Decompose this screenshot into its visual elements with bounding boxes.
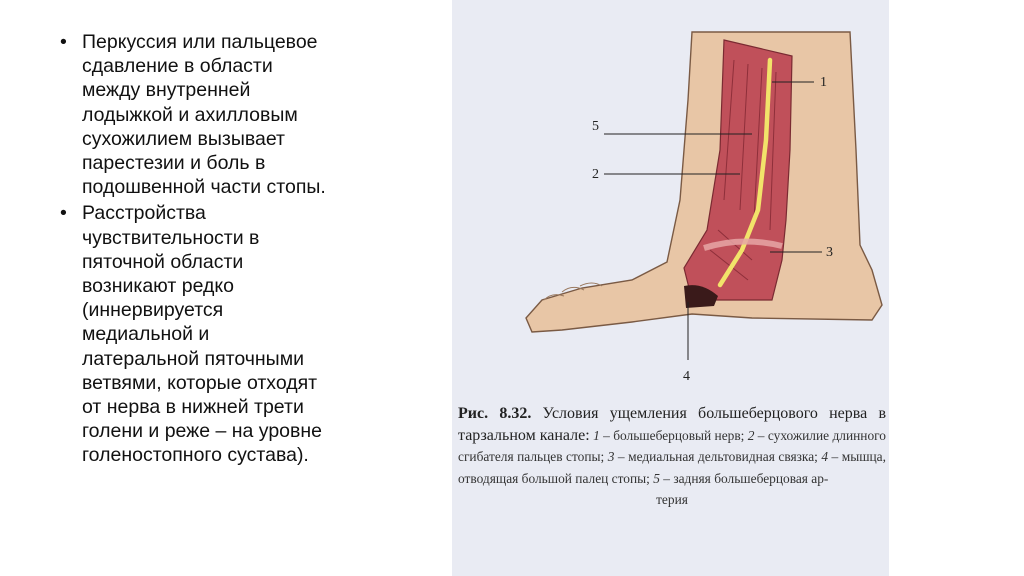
- figure-panel: [452, 0, 889, 576]
- callout-1: 1: [820, 75, 827, 90]
- caption-label: Рис. 8.32.: [458, 405, 532, 422]
- bullet-marker: •: [60, 202, 67, 225]
- caption-item-text: мышца, отводящая большой палец стопы;: [458, 449, 886, 486]
- bullet-item-sensitivity: [58, 201, 388, 467]
- callout-3: 3: [826, 245, 833, 260]
- caption-item-text: сухожилие длинного сгибателя пальцев стопы;: [458, 427, 886, 465]
- caption-last-line: терия: [656, 492, 688, 508]
- caption-item-num: 2: [747, 427, 755, 443]
- bullet-text: Расстройства чувствительности в пяточной области возникают редко (иннервируется медиальной и латеральной пяточными ветвями, которые отходят от нерва в нижней трети голени и реже – на уровне голеностопного сустава).: [82, 202, 322, 467]
- foot-anatomy-illustration: [452, 0, 889, 400]
- caption-title-text: Условия ущемления большеберцового нерва в тарзальном канале:: [458, 405, 886, 444]
- figure-caption: Рис. 8.32. Условия ущемления большеберцового нерва в тарзальном канале: 1 – большеберцовый нерв; 2 – сухожилие длинного сгибателя пальцев стопы; 3 – медиальная дельтовидная связка; 4 – мышца, отводящая большой палец стопы; 5 – задняя большеберцовая ар- терия: [458, 403, 886, 511]
- callout-4: 4: [683, 369, 690, 384]
- callout-5: 5: [592, 119, 599, 134]
- caption-item-num: 3: [607, 449, 615, 465]
- caption-item-num: 1: [593, 427, 600, 443]
- caption-item-num: 4: [821, 449, 829, 465]
- caption-item-text: большеберцовый нерв;: [613, 427, 745, 443]
- bullet-list: [58, 30, 388, 470]
- bullet-text: Перкуссия или пальцевое сдавление в области между внутренней лодыжкой и ахилловым сухожилием вызывает парестезии и боль в подошвенной части стопы.: [82, 31, 326, 199]
- bullet-item-percussion: [58, 30, 388, 199]
- caption-item-num: 5: [653, 470, 660, 486]
- bullet-marker: •: [60, 31, 67, 53]
- callout-2: 2: [592, 167, 599, 182]
- caption-item-text: задняя большеберцовая ар-: [673, 470, 829, 486]
- caption-item-text: медиальная дельтовидная связка;: [628, 449, 818, 465]
